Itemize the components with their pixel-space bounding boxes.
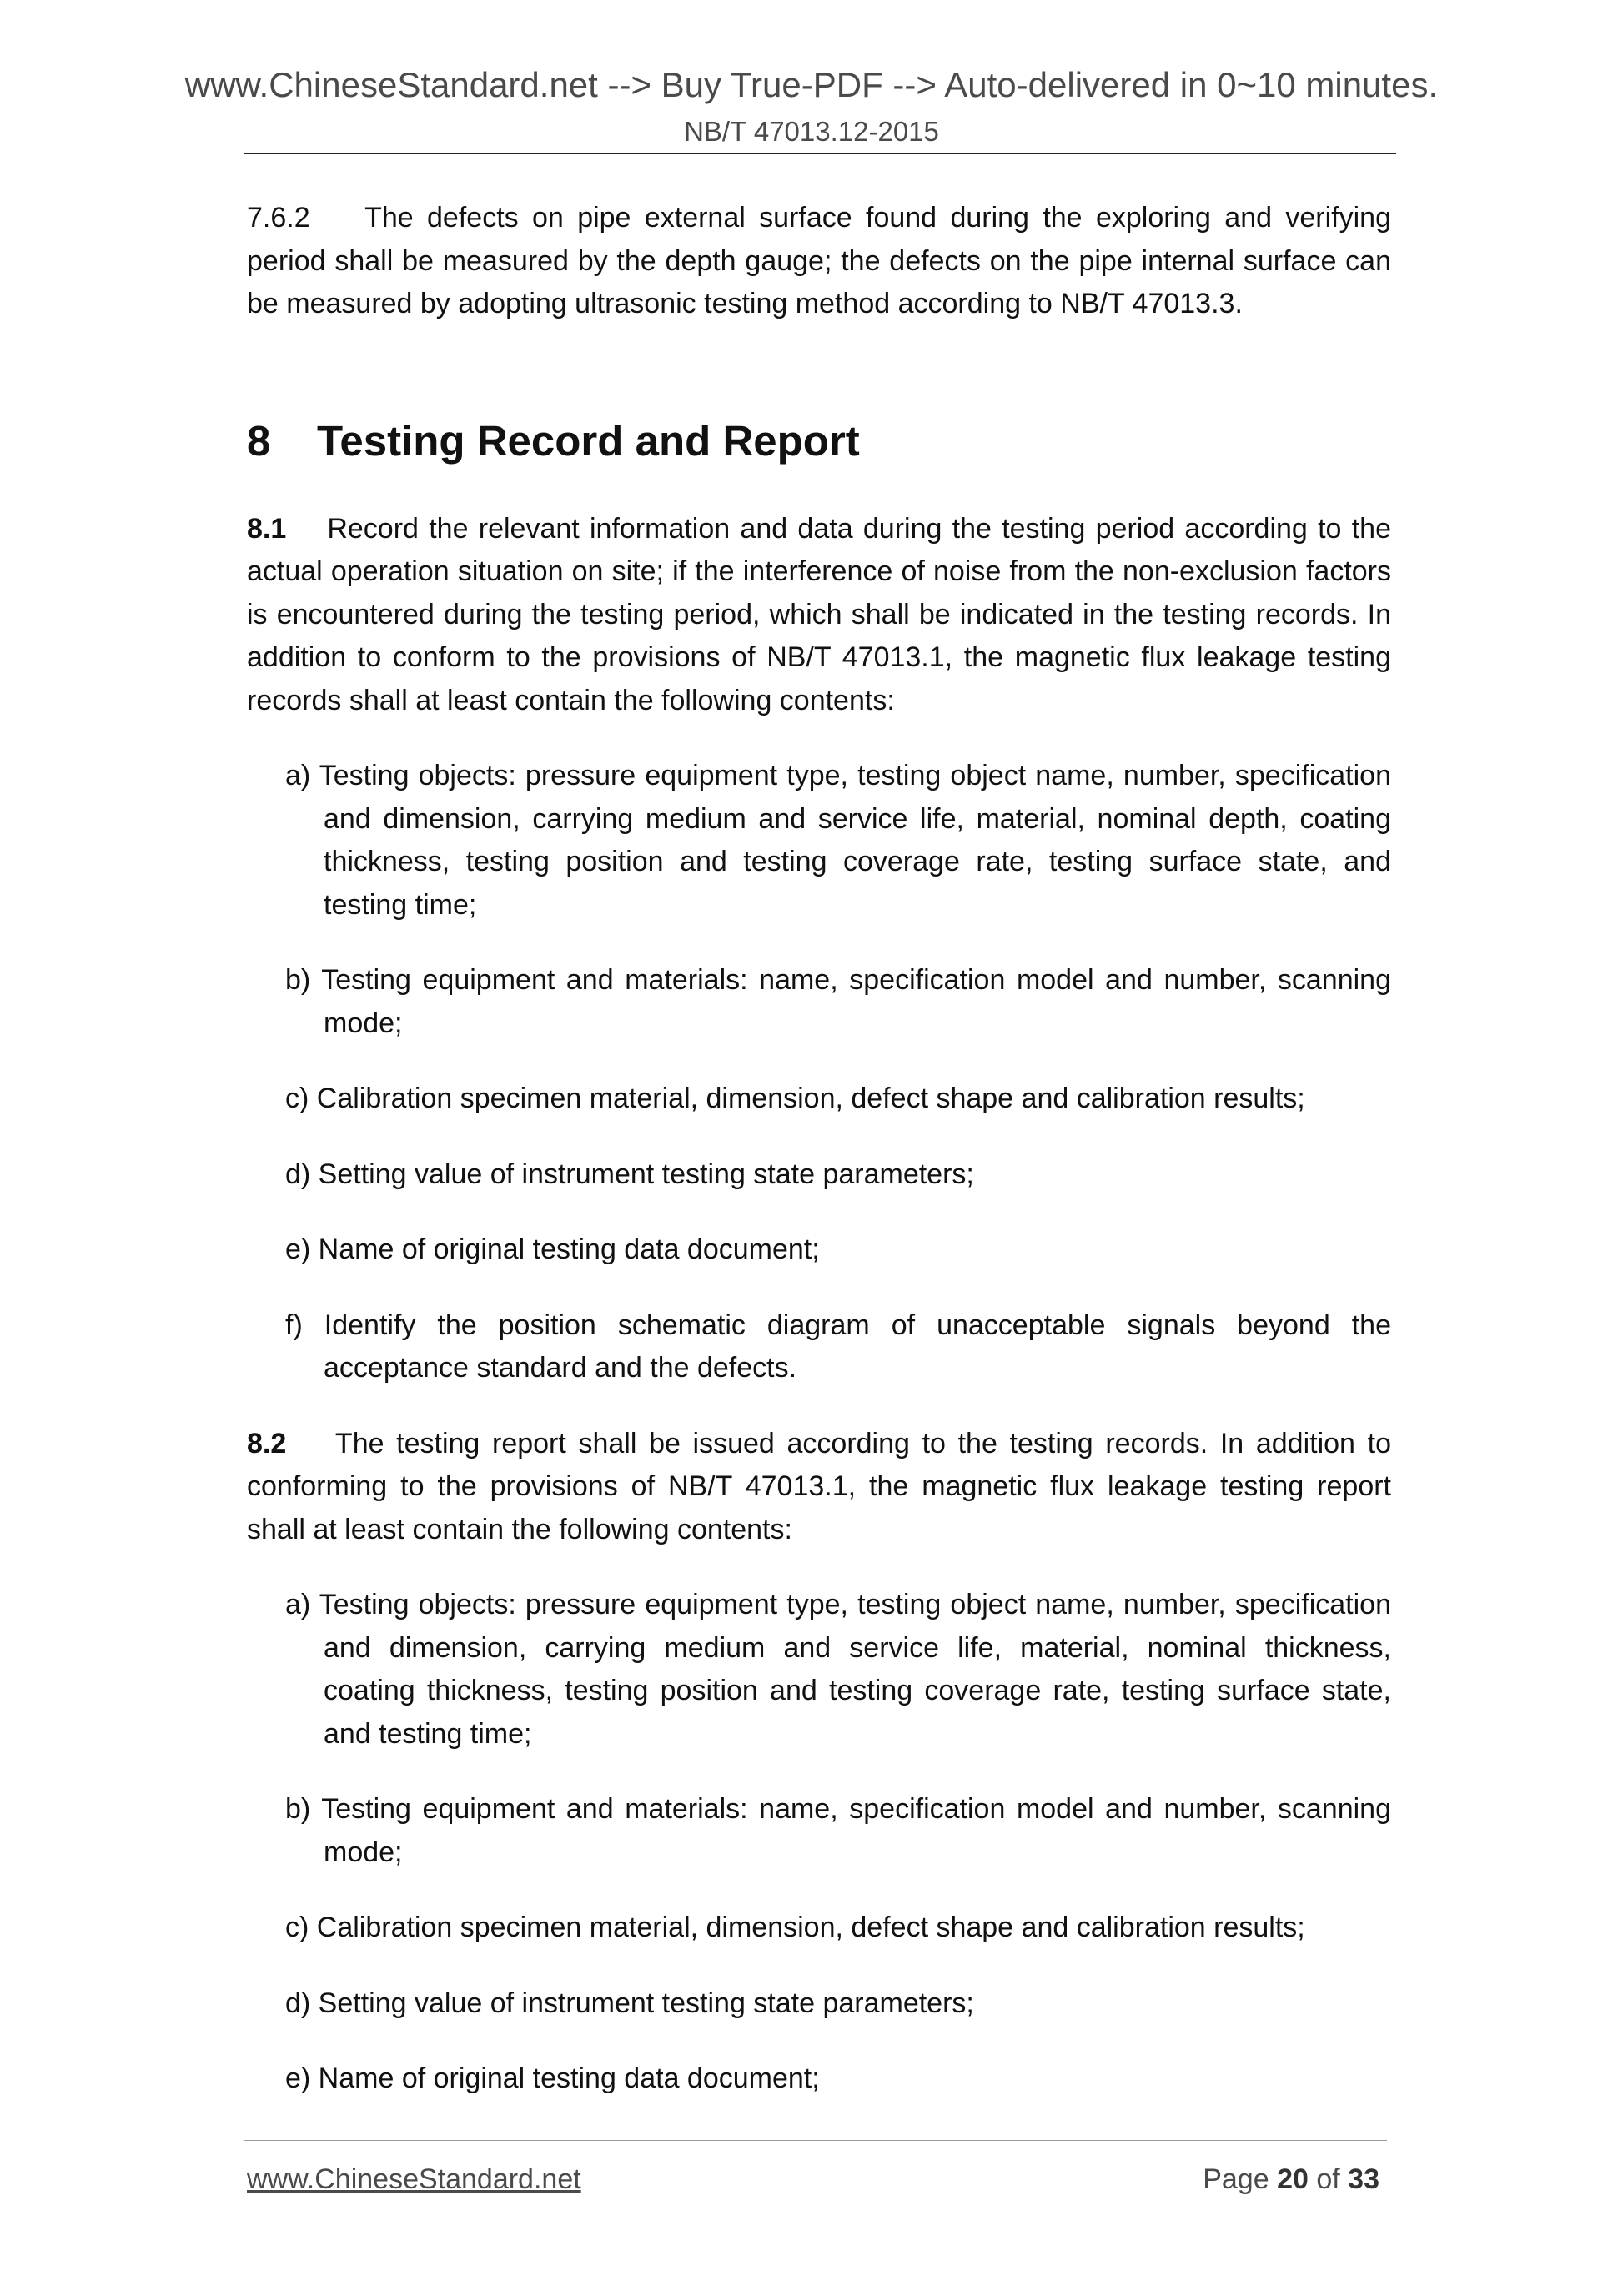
clause-text: The testing report shall be issued according to the testing records. In addition to conforming to the provisions of NB/T 47013.1, the magnetic flux leakage testing report shall at least contain the following contents:: [247, 1427, 1391, 1545]
clause-text: Record the relevant information and data during the testing period according to the actual operation situation on site; if the interference of noise from the non-exclusion factors is encountered during the testing period, which shall be indicated in the testing records. In addition to conform to the provisions of NB/T 47013.1, the magnetic flux leakage testing records shall at least contain the following contents:: [247, 512, 1391, 716]
footer-website-link[interactable]: www.ChineseStandard.net: [247, 2163, 581, 2195]
header-divider: [244, 153, 1396, 154]
clause-number: 8.1: [247, 512, 287, 545]
list-item: d) Setting value of instrument testing state parameters;: [285, 1158, 974, 1190]
header-banner: www.ChineseStandard.net --> Buy True-PDF --> Auto-delivered in 0~10 minutes.: [184, 65, 1439, 104]
section-heading-8: [247, 416, 1391, 466]
report-content-list: [247, 1584, 1391, 2101]
list-item: a) Testing objects: pressure equipment type, testing object name, number, specification and dimension, carrying medium and service life, material, nominal thickness, coating thickness, testing position and testing coverage rate, testing surface state, and testing time;: [285, 1589, 1391, 1750]
list-item: e) Name of original testing data document;: [285, 2062, 820, 2094]
clause-7-6-2: [247, 197, 1391, 326]
list-item: f) Identify the position schematic diagram of unacceptable signals beyond the acceptance standard and the defects.: [285, 1309, 1391, 1384]
list-item: a) Testing objects: pressure equipment type, testing object name, number, specification and dimension, carrying medium and service life, material, nominal depth, coating thickness, testing position and testing coverage rate, testing surface state, and testing time;: [285, 760, 1391, 921]
clause-number: 7.6.2: [247, 202, 310, 234]
list-item: b) Testing equipment and materials: name, specification model and number, scanning mode;: [285, 1793, 1391, 1868]
list-item: c) Calibration specimen material, dimension, defect shape and calibration results;: [285, 1083, 1305, 1114]
section-title: Testing Record and Report: [317, 416, 860, 465]
list-item: e) Name of original testing data document;: [285, 1233, 820, 1265]
page-of: of: [1316, 2163, 1340, 2195]
footer-divider: [244, 2140, 1387, 2141]
page-content: [247, 197, 1391, 2101]
clause-8-2: [247, 1423, 1391, 1552]
clause-number: 8.2: [247, 1427, 287, 1459]
list-item: d) Setting value of instrument testing state parameters;: [285, 1987, 974, 2019]
records-content-list: [247, 755, 1391, 1390]
clause-8-1: [247, 508, 1391, 723]
section-number: 8: [247, 416, 271, 465]
page-label: Page: [1203, 2163, 1269, 2195]
list-item: b) Testing equipment and materials: name, specification model and number, scanning mode;: [285, 964, 1391, 1039]
page-indicator: [1203, 2162, 1379, 2197]
clause-text: The defects on pipe external surface found during the exploring and verifying period shall be measured by the depth gauge; the defects on the pipe internal surface can be measured by adopting ultrasonic testing method according to NB/T 47013.3.: [247, 202, 1391, 319]
page-current: 20: [1277, 2163, 1309, 2195]
list-item: c) Calibration specimen material, dimension, defect shape and calibration results;: [285, 1912, 1305, 1943]
page-total: 33: [1348, 2163, 1379, 2195]
document-number: NB/T 47013.12-2015: [684, 116, 939, 147]
